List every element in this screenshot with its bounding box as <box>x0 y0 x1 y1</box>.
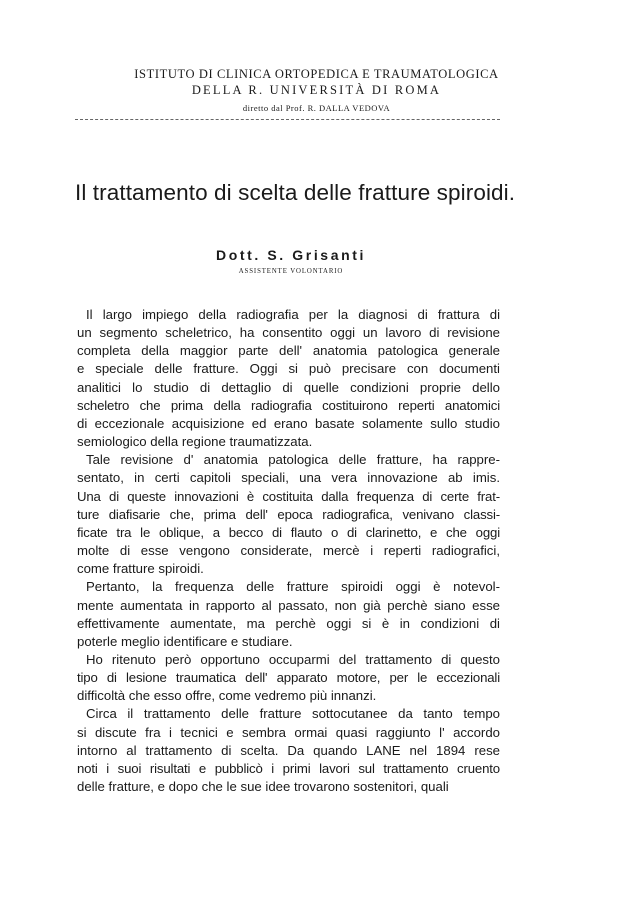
university-name: DELLA R. UNIVERSITÀ DI ROMA <box>191 83 442 97</box>
text-line: ficate tra le oblique, a becco di flauto o di clarinetto, e che oggi <box>77 524 500 540</box>
text-line: Una di queste innovazioni è costituita dalla frequenza di certe frat- <box>77 488 500 504</box>
author-role: ASSISTENTE VOLONTARIO <box>238 268 344 275</box>
text-line: analitici lo studio di dettaglio di quelle condizioni proprie dello <box>77 379 500 395</box>
paragraph <box>77 578 500 651</box>
text-line: di eccezionale acquisizione ed erano basate solamente sullo studio <box>77 415 500 431</box>
text-line: Tale revisione d' anatomia patologica delle fratture, ha rappre- <box>86 452 500 468</box>
institute-header <box>0 66 633 116</box>
text-line: delle fratture, e dopo che le sue idee trovarono sostenitori, quali <box>77 779 449 795</box>
text-line: intorno al trattamento di scelta. Da quando LANE nel 1894 rese <box>77 742 500 758</box>
author-name: Dott. S. Grisanti <box>216 247 366 263</box>
text-line: scheletro che prima della radiografia costituirono reperti anatomici <box>77 397 500 413</box>
text-line: Il largo impiego della radiografia per la diagnosi di frattura di <box>86 307 500 322</box>
header-divider <box>75 119 500 120</box>
text-line: Ho ritenuto però opportuno occuparmi del trattamento di questo <box>86 651 500 667</box>
institute-name: ISTITUTO DI CLINICA ORTOPEDICA E TRAUMATOLOGICA <box>134 67 499 81</box>
text-line: mente aumentata in rapporto al passato, non già perchè siano esse <box>77 597 500 613</box>
text-line: noti i suoi risultati e pubblicò i primi lavori sul trattamento cruento <box>77 760 500 776</box>
text-line: molte di esse vengono considerate, mercè i reperti radiografici, <box>77 543 500 559</box>
text-line: completa della maggior parte dell' anatomia patologica generale <box>77 343 500 359</box>
article-title: Il trattamento di scelta delle fratture spiroidi. <box>75 180 516 205</box>
text-line: Pertanto, la frequenza delle fratture spiroidi oggi è notevol- <box>86 579 500 595</box>
paragraph <box>77 705 500 796</box>
text-line: difficoltà che esso offre, come vedremo più innanzi. <box>77 688 377 704</box>
text-line: e speciale delle fratture. Oggi si può precisare con documenti <box>77 361 500 377</box>
text-line: si discute fra i tecnici e sembra ormai quasi raggiunto l' accordo <box>77 724 500 740</box>
text-line: Circa il trattamento delle fratture sottocutanee da tanto tempo <box>86 706 500 722</box>
text-line: tipo di lesione traumatica dell' apparato motore, per le eccezionali <box>77 670 500 686</box>
text-line: poterle meglio identificare e studiare. <box>77 633 293 649</box>
article-body <box>77 306 500 796</box>
text-line: come fratture spiroidi. <box>77 561 204 577</box>
director-line: diretto dal Prof. R. DALLA VEDOVA <box>242 103 391 113</box>
text-line: effettivamente aumentate, ma perchè oggi si è in condizioni di <box>77 615 500 631</box>
paragraph <box>77 306 500 451</box>
text-line: un segmento scheletrico, ha consentito oggi un lavoro di revisione <box>77 325 500 341</box>
text-line: sentato, in certi capitoli speciali, una vera innovazione ab imis. <box>77 470 500 486</box>
paragraph <box>77 651 500 705</box>
paragraph <box>77 451 500 578</box>
text-line: semiologico della regione traumatizzata. <box>77 434 313 450</box>
text-line: ture diafisarie che, prima dell' epoca radiografica, venivano classi- <box>77 506 500 522</box>
